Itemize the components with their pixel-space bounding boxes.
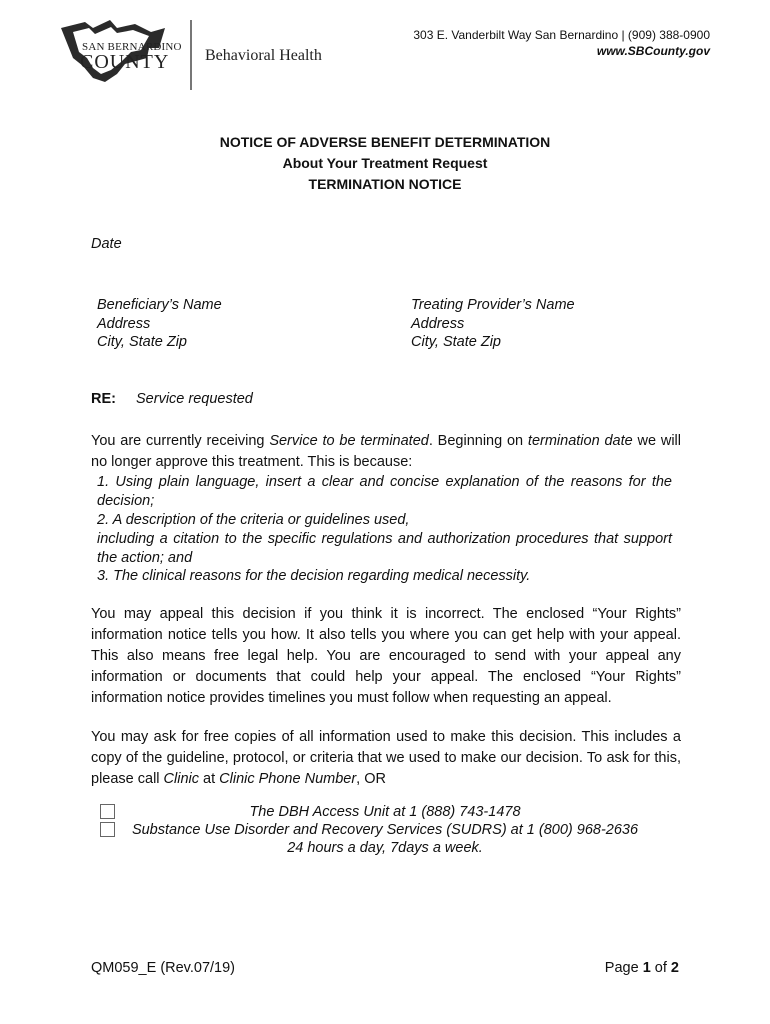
reason-2-detail: including a citation to the specific regulations and authorization procedures that support the action; and [97, 531, 672, 566]
header-address: 303 E. Vanderbilt Way San Bernardino | (909) 388-0900 [413, 28, 710, 42]
reason-2: 2. A description of the criteria or guidelines used, [97, 512, 410, 528]
title-line-2: About Your Treatment Request [282, 155, 488, 171]
beneficiary-address: Address [97, 315, 151, 332]
re-label: RE: [91, 391, 116, 407]
reason-1: 1. Using plain language, insert a clear and concise explanation of the reasons for the decision; [97, 474, 672, 509]
notice-title [0, 132, 770, 195]
provider-city: City, State Zip [411, 334, 501, 350]
department-name: Behavioral Health [205, 47, 322, 64]
logo-text-county-name: SAN BERNARDINO [82, 41, 182, 53]
free-copies-paragraph [91, 727, 681, 790]
reason-3: 3. The clinical reasons for the decision regarding medical necessity. [97, 568, 531, 584]
para3-text-c: , OR [356, 771, 386, 787]
beneficiary-city: City, State Zip [97, 334, 187, 350]
beneficiary-address-block [97, 296, 222, 352]
para1-text-a: You are currently receiving [91, 433, 270, 449]
date-field: Date [91, 236, 122, 252]
page-total: 2 [670, 960, 679, 976]
para1-text-b: . Beginning on [428, 433, 528, 449]
clinic-name: Clinic [163, 771, 199, 787]
page-current: 1 [642, 960, 651, 976]
contact-sudrs: Substance Use Disorder and Recovery Services (SUDRS) at 1 (800) 968-2636 [131, 822, 639, 838]
page-of: of [650, 960, 671, 976]
logo-text-county: COUNTY [80, 51, 170, 73]
provider-name: Treating Provider’s Name [411, 297, 575, 313]
provider-address: Address [411, 315, 465, 332]
clinic-phone: Clinic Phone Number [219, 771, 357, 787]
para1-text-c: we will no longer approve this treatment. This is because: [91, 433, 681, 470]
header-website: www.SBCounty.gov [596, 44, 710, 58]
contact-dbh-access: The DBH Access Unit at 1 (888) 743-1478 [249, 804, 521, 820]
title-line-1: NOTICE OF ADVERSE BENEFIT DETERMINATION [219, 134, 551, 150]
appeal-paragraph: You may appeal this decision if you think it is incorrect. The enclosed “Your Rights” information notice tells you how. It also tells you where you can get help with your appeal. This also means free legal help. You are encouraged to send with your appeal any information or documents that could help your appeal. The enclosed “Your Rights” information notice provides timelines you must follow when requesting an appeal. [91, 606, 681, 706]
service-terminated: Service to be terminated [269, 433, 429, 449]
page-number [605, 960, 679, 976]
para3-text-b: at [199, 771, 220, 787]
re-service: Service requested [136, 391, 253, 407]
form-id: QM059_E (Rev.07/19) [91, 960, 235, 976]
page-label: Page [604, 960, 643, 976]
logo-divider [190, 20, 192, 90]
provider-address-block [411, 296, 575, 352]
termination-date: termination date [527, 433, 633, 449]
contact-hours: 24 hours a day, 7days a week. [287, 840, 483, 856]
title-line-3: TERMINATION NOTICE [308, 176, 462, 192]
para3-text-a: You may ask for free copies of all information used to make this decision. This includes a copy of the guideline, protocol, or criteria that we used to make our decision. To ask for this, please call [91, 729, 681, 787]
termination-paragraph [91, 431, 681, 473]
beneficiary-name: Beneficiary’s Name [97, 297, 222, 313]
